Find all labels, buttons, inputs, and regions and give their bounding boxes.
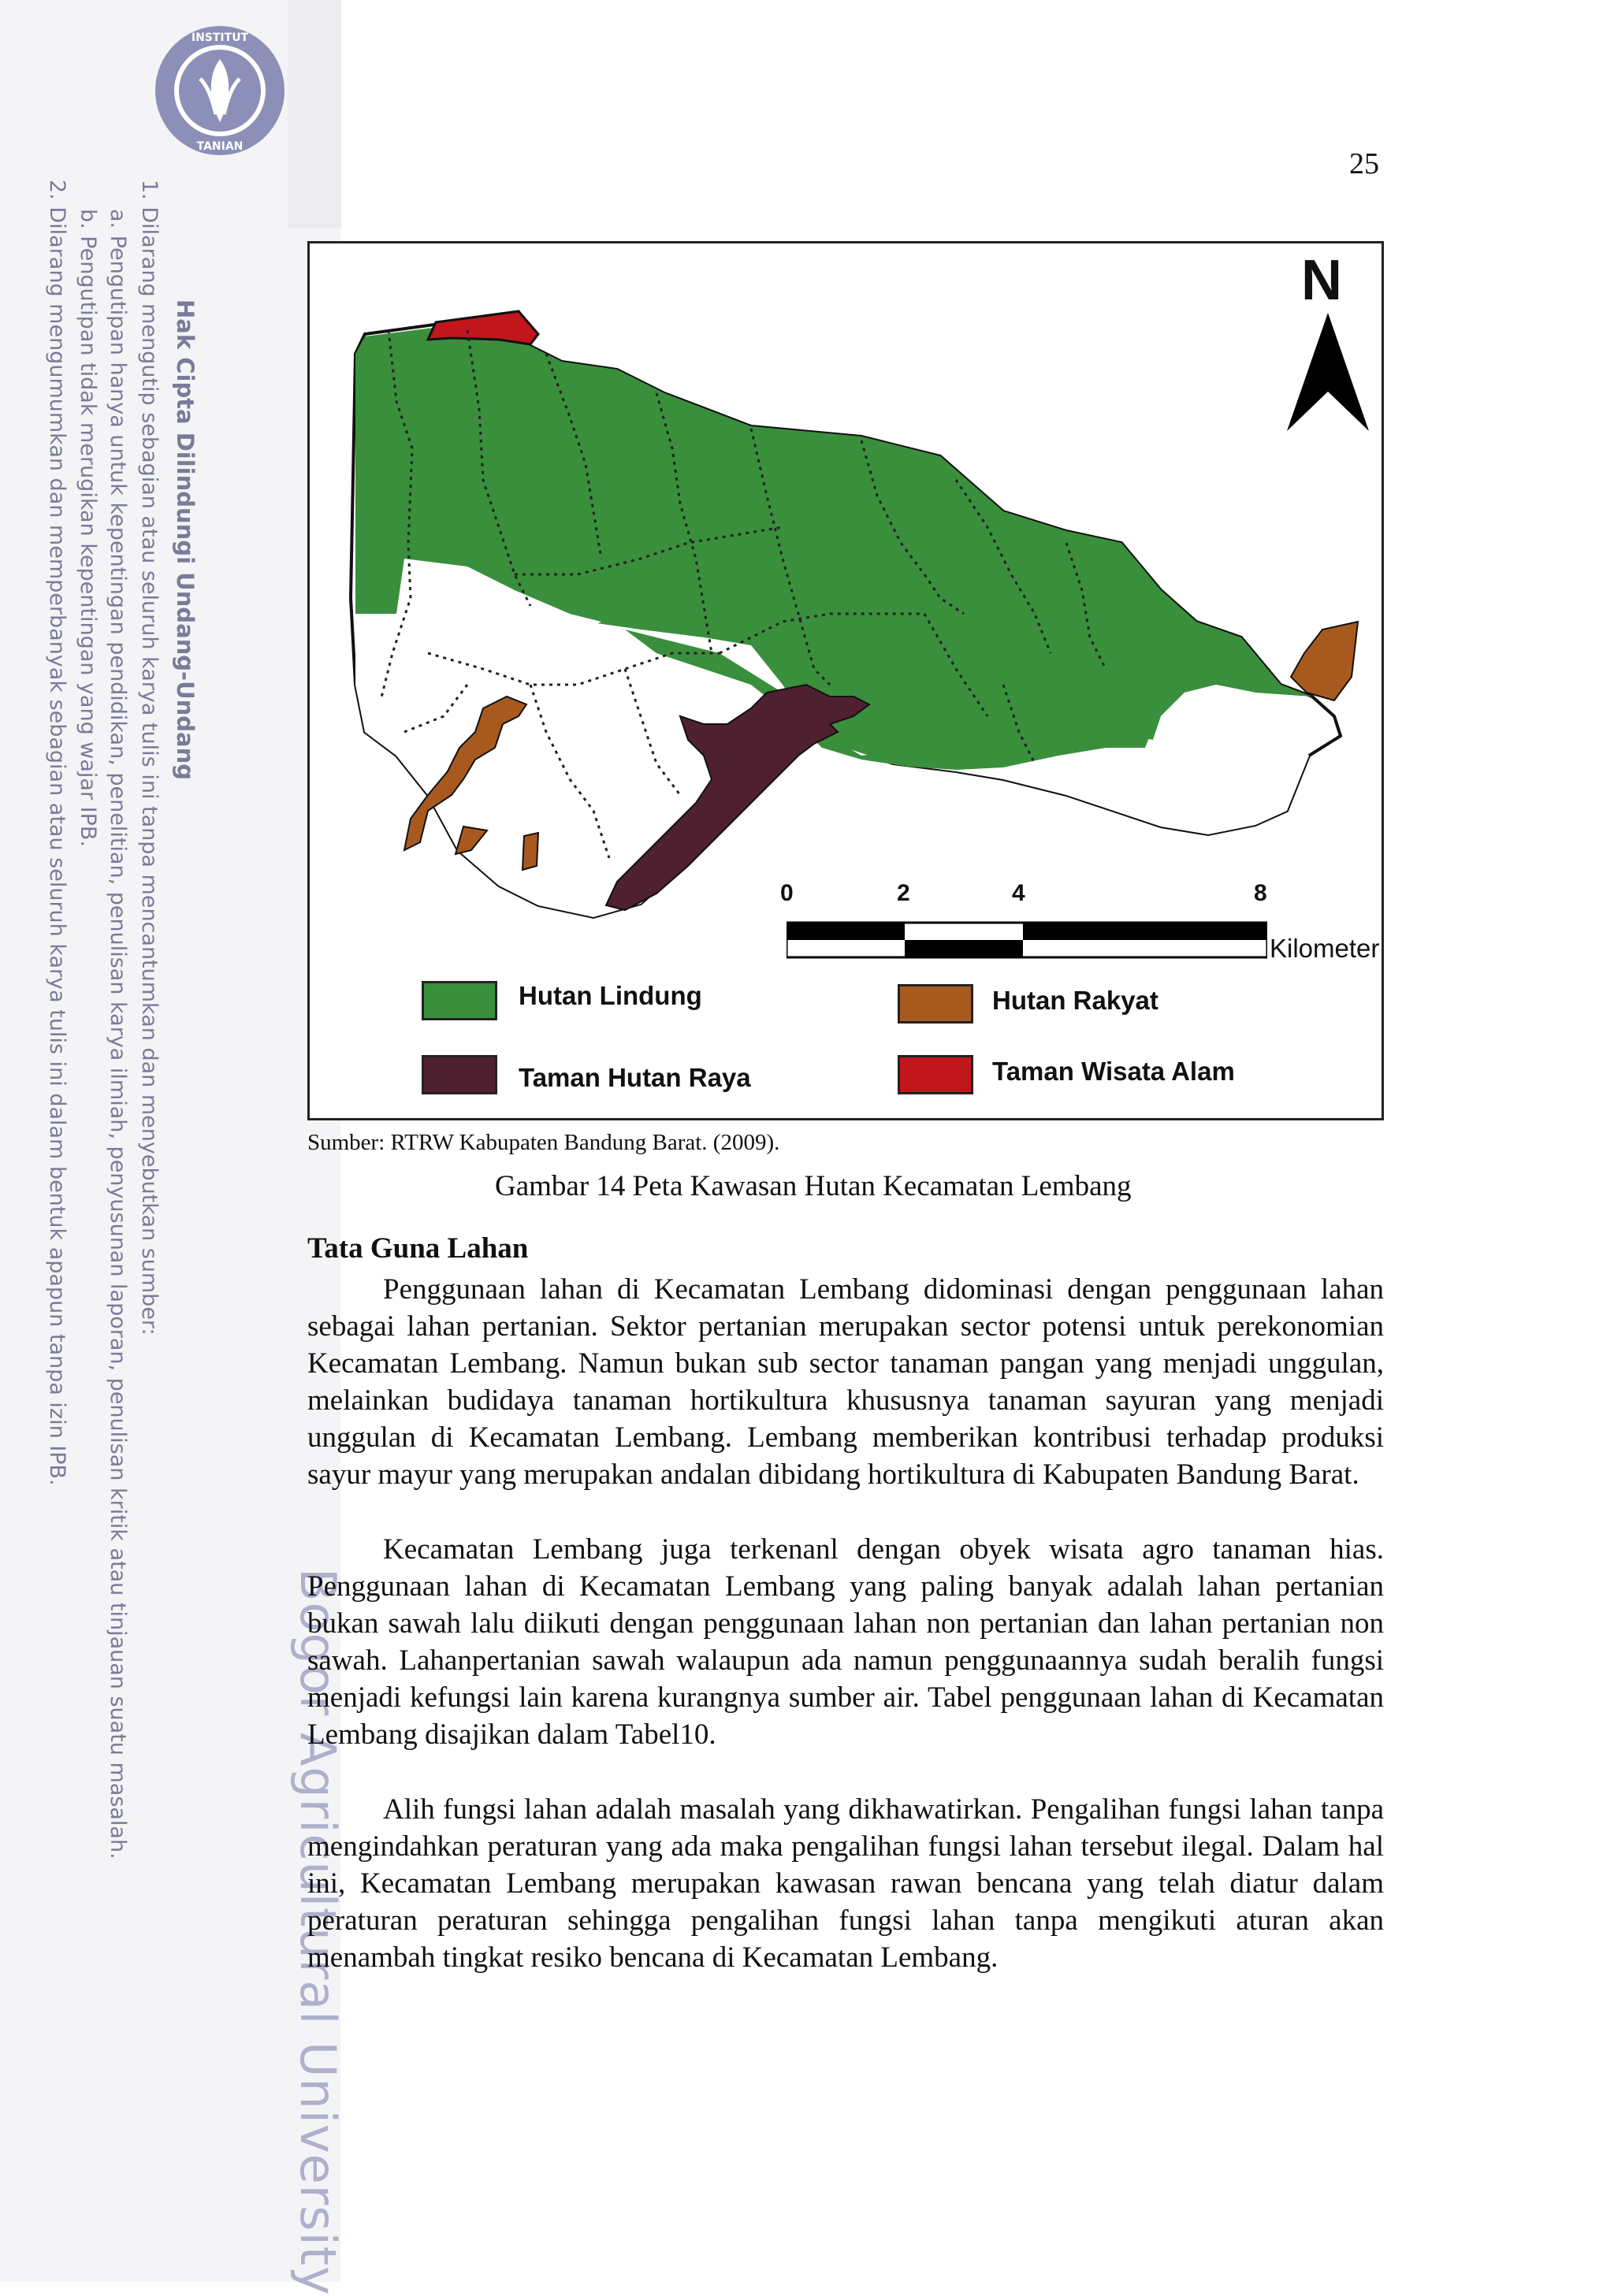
scale-bar: [787, 921, 1267, 964]
north-label: N: [1301, 249, 1342, 312]
sidebar-top-strip: [288, 0, 341, 228]
section-title: Tata Guna Lahan: [307, 1232, 529, 1265]
page-number: 25: [1349, 147, 1379, 180]
hutan-rakyat-area: [523, 833, 538, 870]
body-paragraph: Kecamatan Lembang juga terkenanl dengan obyek wisata agro tanaman hias. Penggunaan lahan di Kecamatan Lembang yang paling banyak adalah lahan pertanian bukan sawah lalu diikuti dengan penggunaan lahan non pertanian dan lahan pertanian non sawah. Lahanpertanian sawah walaupun ada namun penggunaannya sudah beralih fungsi menjadi kefungsi lain karena kurangnya sumber air. Tabel penggunaan lahan di Kecamatan Lembang disajikan dalam Tabel10.: [307, 1533, 1384, 1751]
north-arrow-icon: [1287, 313, 1369, 431]
forest-area-map: [307, 241, 1384, 1120]
legend-label: Hutan Rakyat: [992, 986, 1158, 1015]
taman-wisata-alam-area: [428, 311, 538, 344]
figure-source: Sumber: RTRW Kabupaten Bandung Barat. (2009).: [307, 1130, 780, 1155]
scale-tick: 8: [1254, 880, 1267, 906]
copyright-line: 1. Dilarang mengutip sebagian atau seluruh karya tulis ini tanpa mencantumkan dan menyebutkan sumber:: [137, 180, 162, 1336]
scale-tick: 0: [780, 880, 794, 906]
legend-label: Hutan Lindung: [519, 981, 702, 1010]
body-paragraph: Alih fungsi lahan adalah masalah yang dikhawatirkan. Pengalihan fungsi lahan tanpa mengindahkan peraturan yang ada maka pengalihan fungsi lahan tersebut ilegal. Dalam hal ini, Kecamatan Lembang merupakan kawasan rawan bencana yang telah diatur dalam peraturan peraturan sehingga pengalihan fungsi lahan tanpa mengikuti aturan akan menambah tingkat resiko bencana di Kecamatan Lembang.: [307, 1793, 1384, 1974]
legend-swatch-hutan-rakyat: [898, 984, 973, 1024]
copyright-title: Hak Cipta Dilindungi Undang-Undang: [172, 299, 199, 781]
legend-label: Taman Hutan Raya: [519, 1063, 751, 1092]
legend-swatch-taman-wisata-alam: [898, 1055, 973, 1094]
hutan-rakyat-area: [1291, 622, 1358, 700]
copyright-line: b. Pengutipan tidak merugikan kepentingan yang wajar IPB.: [76, 209, 100, 848]
legend-swatch-taman-hutan-raya: [422, 1055, 497, 1094]
scale-tick: 4: [1012, 880, 1025, 906]
scale-unit: Kilometer: [1270, 934, 1380, 963]
legend-swatch-hutan-lindung: [422, 981, 497, 1020]
ipb-logo-icon: [153, 24, 287, 158]
body-paragraph: Penggunaan lahan di Kecamatan Lembang didominasi dengan penggunaan lahan sebagai lahan pertanian. Sektor pertanian merupakan sector potensi untuk perekonomian Kecamatan Lembang. Namun bukan sub sector tanaman pangan yang menjadi unggulan, melainkan budidaya tanaman hortikultura khususnya tanaman sayuran yang menjadi unggulan di Kecamatan Lembang. Lembang memberikan kontribusi terhadap produksi sayur mayur yang merupakan andalan dibidang hortikultura di Kabupaten Bandung Barat.: [307, 1273, 1384, 1491]
legend-label: Taman Wisata Alam: [992, 1057, 1235, 1086]
scale-tick: 2: [897, 880, 910, 906]
copyright-line: a. Pengutipan hanya untuk kepentingan pendidikan, penelitian, penulisan karya ilmiah, penyusunan laporan, penulisan kritik atau tinjauan suatu masalah.: [106, 209, 130, 1859]
svg-text:TANIAN: TANIAN: [196, 140, 244, 153]
watermark: Bogor Agricultural University: [289, 1568, 347, 2296]
figure-caption: Gambar 14 Peta Kawasan Hutan Kecamatan Lembang: [495, 1170, 1132, 1202]
copyright-line: 2. Dilarang mengumumkan dan memperbanyak sebagian atau seluruh karya tulis ini dalam bentuk apapun tanpa izin IPB.: [45, 180, 69, 1486]
svg-text:INSTITUT: INSTITUT: [191, 32, 249, 44]
